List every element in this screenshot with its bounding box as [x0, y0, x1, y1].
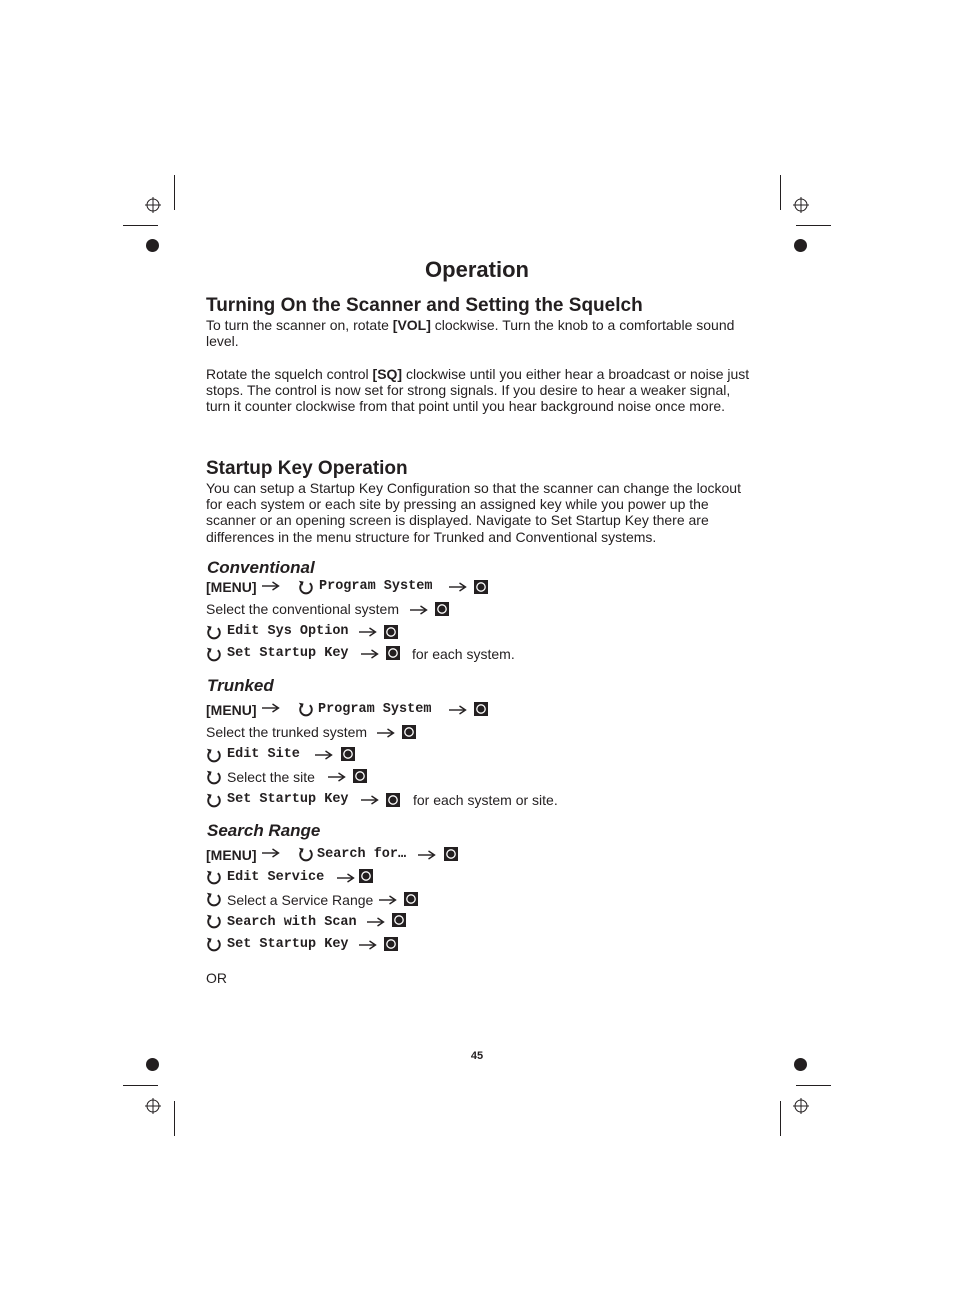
menu-key-label: [MENU]: [206, 702, 257, 718]
push-knob-icon: [392, 913, 406, 927]
right-arrow-icon: [262, 703, 280, 713]
text: To turn the scanner on, rotate: [206, 317, 393, 333]
registration-mark-icon: [793, 1098, 809, 1114]
menu-item-label: Program System: [319, 579, 433, 594]
registration-mark-icon: [793, 197, 809, 213]
push-knob-icon: [402, 725, 416, 739]
push-knob-icon: [386, 793, 400, 807]
step-text: for each system or site.: [413, 792, 558, 808]
step-text: Select the conventional system: [206, 601, 399, 617]
step-row: [206, 790, 606, 810]
crop-line: [123, 225, 158, 226]
or-text: OR: [206, 970, 227, 986]
step-text: for each system.: [412, 646, 515, 662]
menu-key-label: [MENU]: [206, 579, 257, 595]
right-arrow-icon: [379, 895, 397, 905]
key-label-vol: [VOL]: [392, 317, 431, 333]
push-knob-icon: [404, 892, 418, 906]
menu-item-label: Edit Service: [227, 870, 325, 885]
menu-item-label: Set Startup Key: [227, 937, 349, 952]
menu-key-label: [MENU]: [206, 847, 257, 863]
push-knob-icon: [384, 625, 398, 639]
crop-line: [796, 1085, 831, 1086]
registration-mark-icon: [145, 1098, 161, 1114]
right-arrow-icon: [359, 627, 377, 637]
push-knob-icon: [474, 702, 488, 716]
push-knob-icon: [435, 602, 449, 616]
push-knob-icon: [474, 580, 488, 594]
step-row: [206, 700, 506, 720]
rotate-knob-icon: [298, 701, 314, 717]
subheading-search-range: Search Range: [207, 821, 321, 840]
push-knob-icon: [386, 646, 400, 660]
right-arrow-icon: [361, 795, 379, 805]
rotate-knob-icon: [206, 646, 222, 662]
crop-line: [174, 1101, 175, 1136]
registration-mark-icon: [145, 197, 161, 213]
step-row: [206, 745, 506, 765]
rotate-knob-icon: [206, 769, 222, 785]
step-row: [206, 622, 506, 642]
step-text: Select a Service Range: [227, 892, 374, 908]
section-heading-startup-key: Startup Key Operation: [206, 458, 408, 479]
right-arrow-icon: [449, 705, 467, 715]
subheading-trunked: Trunked: [207, 676, 274, 695]
step-row: [206, 890, 506, 910]
step-row: [206, 767, 506, 787]
crop-line: [174, 175, 175, 210]
push-knob-icon: [341, 747, 355, 761]
menu-item-label: Search with Scan: [227, 915, 357, 930]
subheading-conventional: Conventional: [207, 558, 315, 577]
rotate-knob-icon: [206, 792, 222, 808]
step-row: [206, 868, 506, 888]
right-arrow-icon: [361, 649, 379, 659]
right-arrow-icon: [337, 873, 355, 883]
rotate-knob-icon: [298, 579, 314, 595]
right-arrow-icon: [410, 605, 428, 615]
crop-line: [796, 225, 831, 226]
rotate-knob-icon: [206, 936, 222, 952]
rotate-knob-icon: [206, 913, 222, 929]
page-number: 45: [470, 1050, 484, 1062]
step-row: [206, 845, 506, 865]
right-arrow-icon: [328, 772, 346, 782]
rotate-knob-icon: [298, 846, 314, 862]
step-row: [206, 577, 506, 597]
text: Rotate the squelch control: [206, 366, 373, 382]
menu-item-label: Edit Sys Option: [227, 624, 349, 639]
step-row: [206, 722, 506, 742]
step-text: Select the site: [227, 769, 315, 785]
right-arrow-icon: [262, 848, 280, 858]
rotate-knob-icon: [206, 747, 222, 763]
push-knob-icon: [384, 937, 398, 951]
text: clockwise. Turn the knob to a comfortable sound level.: [206, 317, 735, 350]
menu-item-label: Set Startup Key: [227, 646, 349, 661]
push-knob-icon: [359, 869, 373, 883]
push-knob-icon: [444, 847, 458, 861]
crop-line: [780, 175, 781, 210]
menu-item-label: Edit Site: [227, 747, 300, 762]
right-arrow-icon: [377, 728, 395, 738]
rotate-knob-icon: [206, 891, 222, 907]
registration-dot: [794, 239, 807, 252]
rotate-knob-icon: [206, 624, 222, 640]
text: clockwise until you either hear a broadcast or noise just stops. The control is now set for strong signals. If you desire to hear a weaker signal, turn it counter clockwise from that point until you hear background noise once more.: [206, 366, 750, 415]
paragraph-power-on: [206, 317, 758, 349]
right-arrow-icon: [315, 750, 333, 760]
right-arrow-icon: [359, 940, 377, 950]
push-knob-icon: [353, 769, 367, 783]
paragraph-startup-key: You can setup a Startup Key Configuration so that the scanner can change the lockout for each system or each site by pressing an assigned key while you power up the scanner or an opening screen is displayed. Navigate to Set Startup Key there are differences in the menu structure for Trunked and Conventional systems.: [206, 480, 741, 545]
step-row: [206, 935, 506, 955]
menu-item-label: Set Startup Key: [227, 792, 349, 807]
step-row: [206, 644, 566, 664]
crop-line: [780, 1101, 781, 1136]
right-arrow-icon: [262, 581, 280, 591]
crop-line: [123, 1085, 158, 1086]
right-arrow-icon: [449, 582, 467, 592]
right-arrow-icon: [367, 917, 385, 927]
page-title: Operation: [425, 257, 529, 282]
step-row: [206, 599, 506, 619]
paragraph-squelch: [206, 366, 758, 415]
right-arrow-icon: [418, 850, 436, 860]
registration-dot: [146, 239, 159, 252]
section-heading-squelch: Turning On the Scanner and Setting the Squelch: [206, 295, 643, 316]
menu-item-label: Program System: [318, 702, 432, 717]
step-row: [206, 913, 506, 933]
menu-item-label: Search for…: [317, 847, 407, 862]
step-text: Select the trunked system: [206, 724, 368, 740]
key-label-sq: [SQ]: [372, 366, 403, 382]
rotate-knob-icon: [206, 869, 222, 885]
